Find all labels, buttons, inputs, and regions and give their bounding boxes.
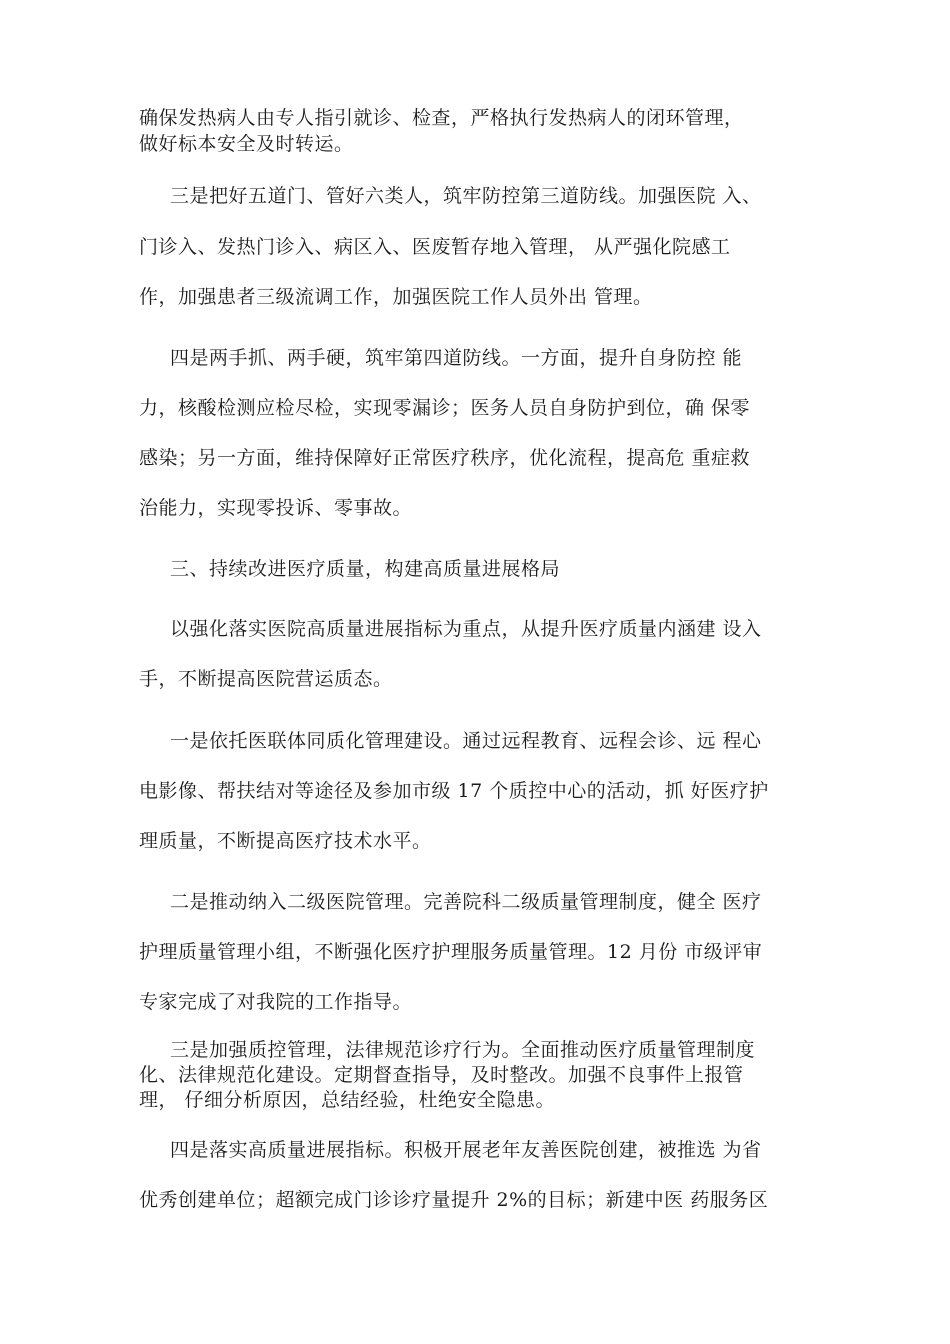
- text-line: 专家完成了对我院的工作指导。: [139, 991, 413, 1013]
- text-line: 理， 仔细分析原因，总结经验，杜绝安全隐患。: [139, 1089, 556, 1111]
- text-line: 三是加强质控管理，法律规范诊疗行为。全面推动医疗质量管理制度: [170, 1039, 756, 1061]
- text-line: 四是两手抓、两手硬，筑牢第四道防线。一方面，提升自身防控 能: [170, 347, 743, 369]
- text-line: 电影像、帮扶结对等途径及参加市级 17 个质控中心的活动，抓 好医疗护: [139, 780, 769, 802]
- text-line: 以强化落实医院高质量进展指标为重点，从提升医疗质量内涵建 设入: [170, 618, 762, 640]
- text-line: 确保发热病人由专人指引就诊、检查，严格执行发热病人的闭环管理，: [139, 107, 744, 129]
- text-line: 优秀创建单位；超额完成门诊诊疗量提升 2%的目标；新建中医 药服务区: [139, 1189, 769, 1211]
- text-line: 作，加强患者三级流调工作，加强医院工作人员外出 管理。: [139, 286, 653, 308]
- text-line: 护理质量管理小组，不断强化医疗护理服务质量管理。12 月份 市级评审: [139, 941, 763, 963]
- text-line: 门诊入、发热门诊入、病区入、医废暂存地入管理， 从严强化院感工: [139, 236, 731, 258]
- text-line: 一是依托医联体同质化管理建设。通过远程教育、远程会诊、远 程心: [170, 730, 762, 752]
- text-line: 感染；另一方面，维持保障好正常医疗秩序，优化流程，提高危 重症救: [139, 447, 751, 469]
- text-line: 理质量，不断提高医疗技术水平。: [139, 830, 432, 852]
- text-line: 治能力，实现零投诉、零事故。: [139, 497, 413, 519]
- text-line: 化、法律规范化建设。定期督查指导，及时整改。加强不良事件上报管: [139, 1064, 744, 1086]
- text-line: 力，核酸检测应检尽检，实现零漏诊；医务人员自身防护到位，确 保零: [139, 397, 751, 419]
- text-line: 做好标本安全及时转运。: [139, 133, 354, 155]
- text-line: 二是推动纳入二级医院管理。完善院科二级质量管理制度，健全 医疗: [170, 891, 762, 913]
- text-line: 手，不断提高医院营运质态。: [139, 668, 393, 690]
- text-line: 三是把好五道门、管好六类人，筑牢防控第三道防线。加强医院 入、: [170, 185, 762, 207]
- text-line: 四是落实高质量进展指标。积极开展老年友善医院创建，被推选 为省: [170, 1139, 762, 1161]
- section-heading: 三、持续改进医疗质量，构建高质量进展格局: [170, 558, 561, 580]
